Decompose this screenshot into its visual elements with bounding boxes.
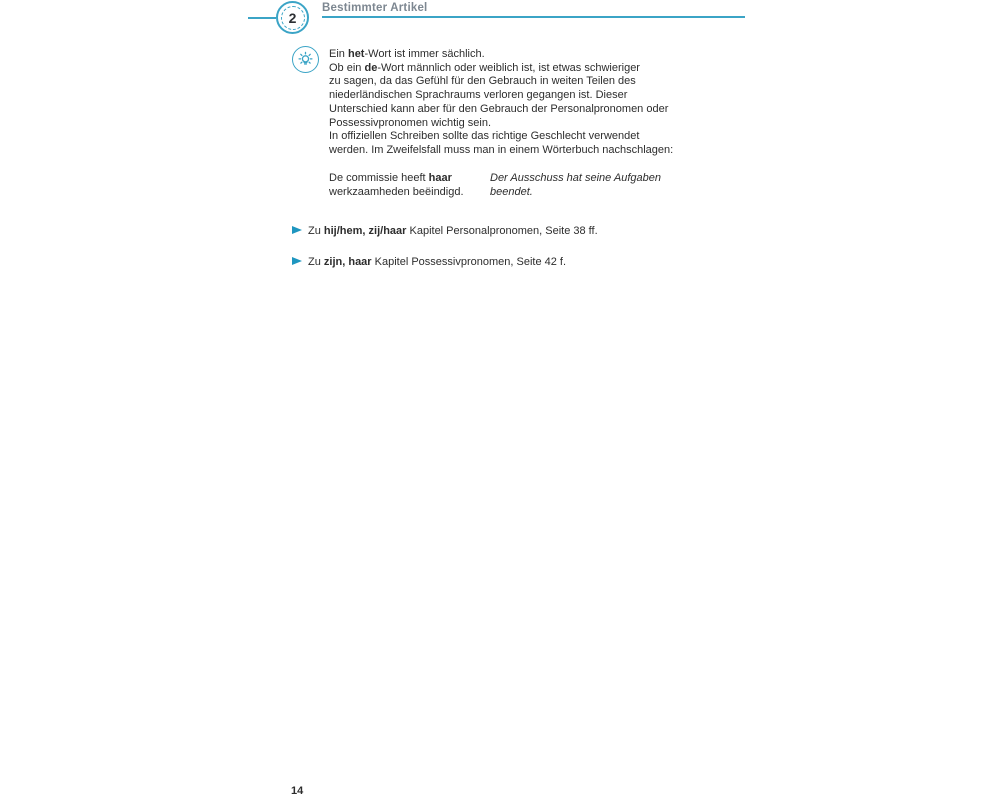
example-german-line: beendet. (490, 185, 533, 198)
chapter-rule-right (322, 16, 745, 18)
tip-line: Possessivpronomen wichtig sein. (329, 116, 492, 129)
lightbulb-icon (292, 46, 319, 73)
chapter-number: 2 (288, 9, 297, 26)
chapter-title: Bestimmter Artikel (322, 2, 428, 14)
triangle-right-icon (292, 257, 302, 265)
example-dutch-line: werkzaamheden beëindigd. (329, 185, 464, 198)
tip-line: Ein het-Wort ist immer sächlich. (329, 48, 485, 60)
triangle-right-icon (292, 226, 302, 234)
tip-line: niederländischen Sprachraums verloren gegangen ist. Dieser (329, 89, 628, 102)
chapter-rule-left (248, 17, 276, 19)
tip-paragraph (329, 48, 673, 158)
example-dutch-line: De commissie heeft haar (329, 172, 452, 184)
tip-line: zu sagen, da das Gefühl für den Gebrauch in weiten Teilen des (329, 75, 636, 88)
example-dutch-column (329, 172, 464, 199)
page-number: 14 (291, 785, 304, 797)
cross-reference: Zu hij/hem, zij/haar Kapitel Personalpronomen, Seite 38 ff. (308, 225, 598, 237)
example-german-column (490, 172, 661, 199)
chapter-number-badge (276, 1, 309, 34)
cross-reference: Zu zijn, haar Kapitel Possessivpronomen, Seite 42 f. (308, 256, 567, 268)
tip-line: werden. Im Zweifelsfall muss man in einem Wörterbuch nachschlagen: (329, 143, 674, 156)
tip-line: Ob ein de-Wort männlich oder weiblich ist, ist etwas schwieriger (329, 61, 640, 74)
example-german-line: Der Ausschuss hat seine Aufgaben (490, 172, 662, 184)
tip-line: In offiziellen Schreiben sollte das richtige Geschlecht verwendet (329, 130, 640, 143)
tip-line: Unterschied kann aber für den Gebrauch der Personalpronomen oder (329, 102, 669, 115)
